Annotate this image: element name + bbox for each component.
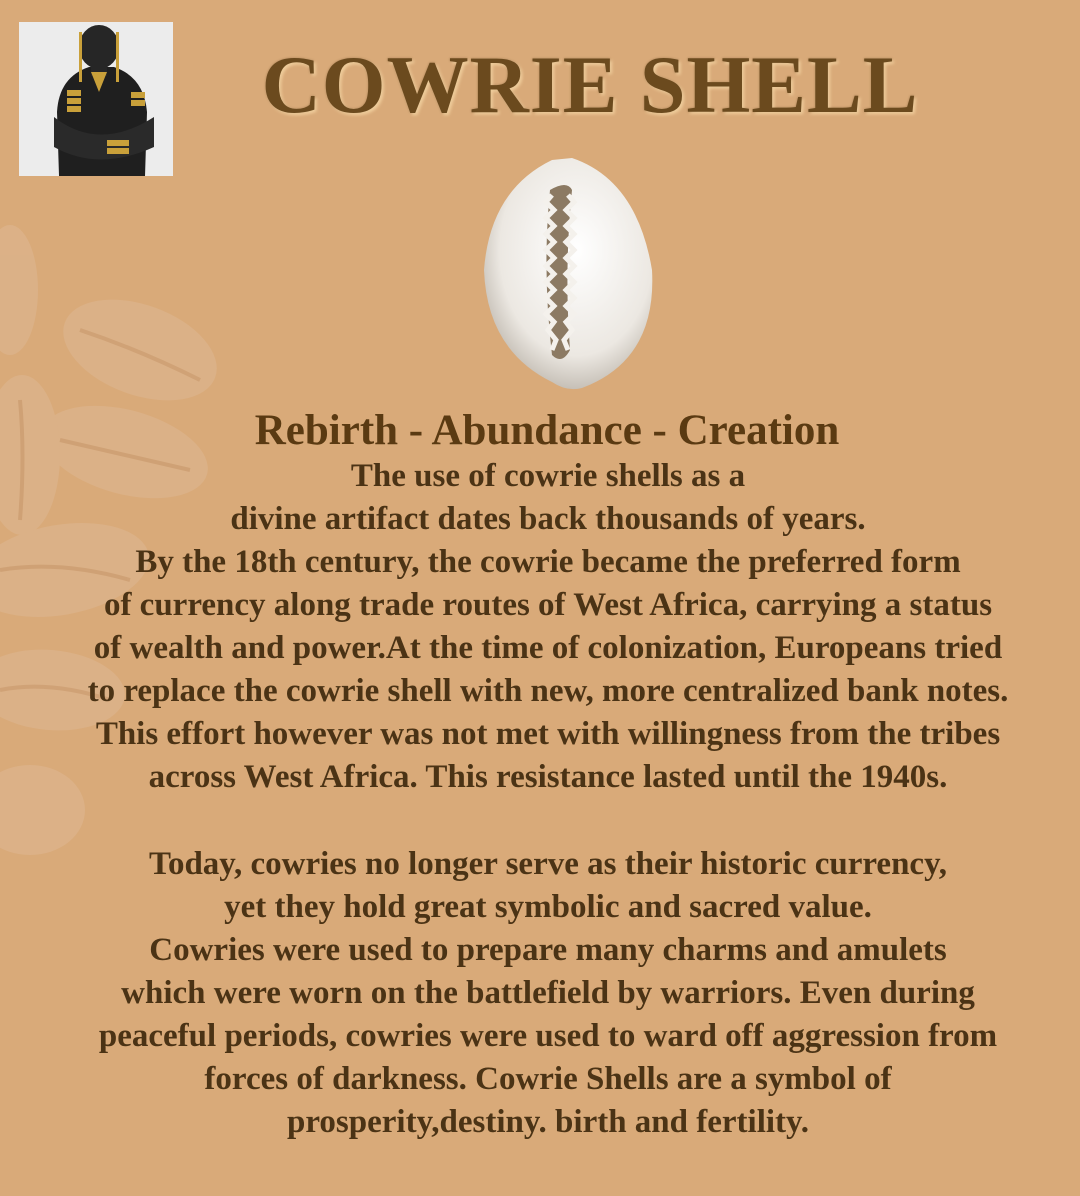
cowrie-shell-icon bbox=[472, 150, 672, 395]
text-line: peaceful periods, cowries were used to ward off aggression from bbox=[98, 1018, 998, 1054]
text-line: Cowries were used to prepare many charms and amulets bbox=[149, 932, 947, 968]
history-paragraph bbox=[0, 455, 1080, 799]
subtitle: Rebirth - Abundance - Creation bbox=[254, 407, 840, 454]
text-line: across West Africa. This resistance lasted until the 1940s. bbox=[148, 759, 948, 795]
text-line: By the 18th century, the cowrie became the preferred form bbox=[135, 544, 961, 580]
text-line: divine artifact dates back thousands of years. bbox=[230, 501, 866, 537]
text-line: to replace the cowrie shell with new, more centralized bank notes. bbox=[87, 673, 1009, 709]
text-line: which were worn on the battlefield by warriors. Even during bbox=[121, 975, 975, 1011]
text-line: forces of darkness. Cowrie Shells are a symbol of bbox=[204, 1061, 892, 1097]
text-line: of currency along trade routes of West Africa, carrying a status bbox=[103, 587, 993, 623]
avatar bbox=[19, 22, 173, 176]
symbolism-paragraph bbox=[0, 843, 1080, 1144]
woman-figure-icon bbox=[19, 22, 173, 176]
text-line: of wealth and power.At the time of colonization, Europeans tried bbox=[93, 630, 1003, 666]
text-line: This effort however was not met with willingness from the tribes bbox=[95, 716, 1001, 752]
text-line: The use of cowrie shells as a bbox=[350, 458, 746, 494]
text-line: yet they hold great symbolic and sacred value. bbox=[224, 889, 872, 925]
text-line: prosperity,destiny. birth and fertility. bbox=[287, 1104, 809, 1140]
page-title: COWRIE SHELL bbox=[261, 39, 919, 130]
text-line: Today, cowries no longer serve as their historic currency, bbox=[148, 846, 948, 882]
